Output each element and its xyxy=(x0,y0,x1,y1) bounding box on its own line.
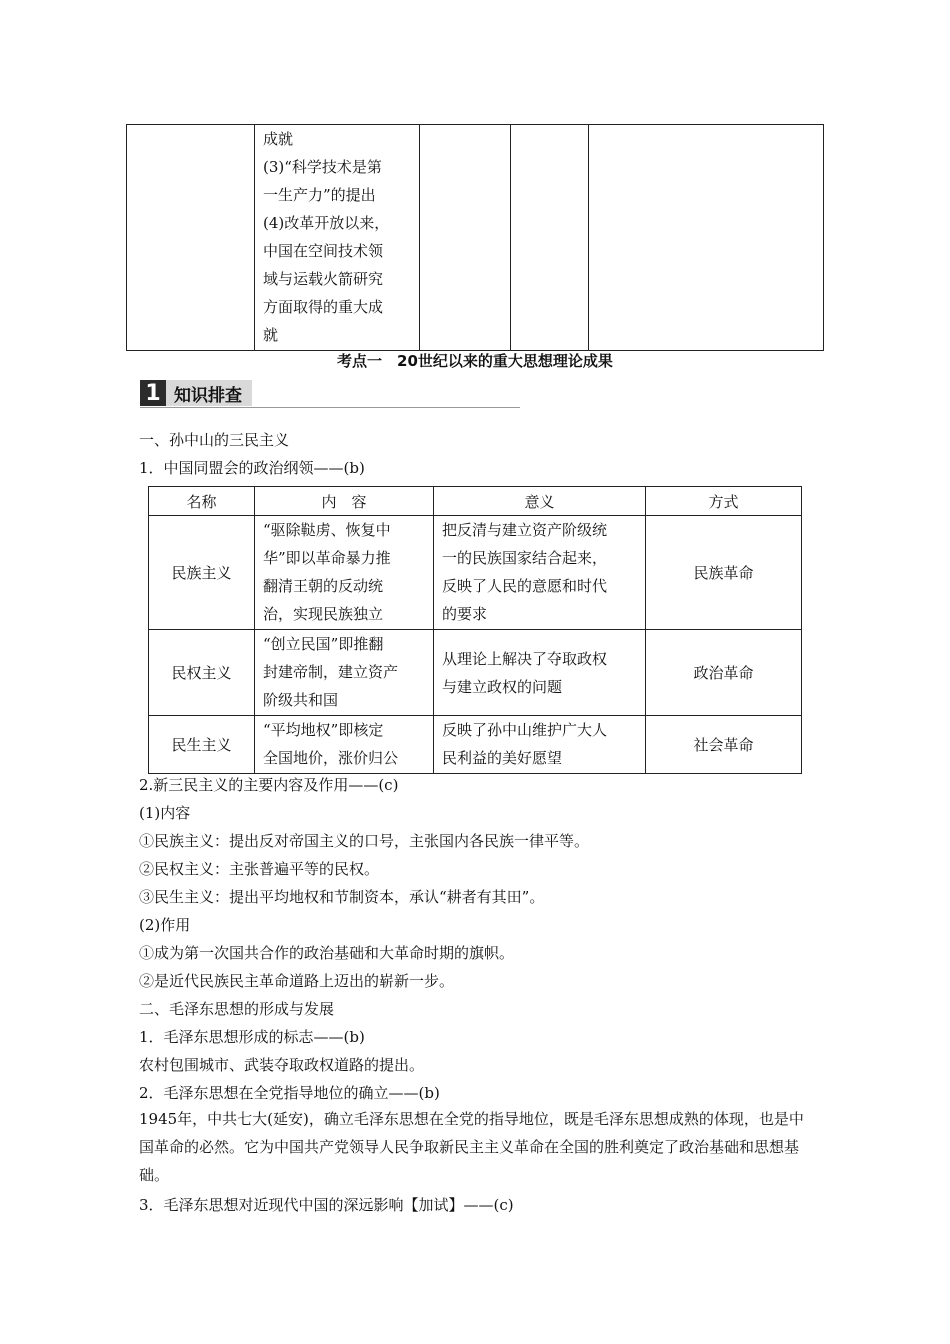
content-line: “驱除鞑虏、恢复中 xyxy=(263,521,391,539)
table-row xyxy=(149,716,802,774)
content-line: “创立民国”即推翻 xyxy=(263,635,384,653)
table-cell xyxy=(589,125,824,351)
row-content xyxy=(255,630,434,716)
row-method: 社会革命 xyxy=(646,716,802,774)
item2-point: ①民族主义：提出反对帝国主义的口号，主张国内各民族一律平等。 xyxy=(139,832,590,850)
item2-point: ②是近代民族民主革命道路上迈出的崭新一步。 xyxy=(139,972,455,990)
row-content xyxy=(255,516,434,630)
cell-line: 域与运载火箭研究 xyxy=(263,270,384,288)
meaning-line: 反映了人民的意愿和时代 xyxy=(442,577,608,595)
three-principles-table xyxy=(148,486,802,774)
p2-item3-title: 3．毛泽东思想对近现代中国的深远影响【加试】——(c) xyxy=(139,1196,514,1214)
cell-line: 成就 xyxy=(263,130,294,148)
table-cell xyxy=(127,125,255,351)
p2-item2-text: 1945年，中共七大(延安)，确立毛泽东思想在全党的指导地位，既是毛泽东思想成熟的体现，也是中国革命的必然。它为中国共产党领导人民争取新民主主义革命在全国的胜利奠定了政治基础和思想基础。 xyxy=(139,1110,804,1184)
meaning-line: 民利益的美好愿望 xyxy=(442,749,563,767)
row-meaning xyxy=(434,516,646,630)
item2-point: ②民权主义：主张普遍平等的民权。 xyxy=(139,860,380,878)
row-name: 民生主义 xyxy=(149,716,255,774)
meaning-line: 与建立政权的问题 xyxy=(442,677,563,696)
row-method: 民族革命 xyxy=(646,516,802,630)
row-meaning xyxy=(434,716,646,774)
item1-title: 1．中国同盟会的政治纲领——(b) xyxy=(139,459,365,477)
cell-line: (3)“科学技术是第 xyxy=(263,158,382,176)
badge-label: 知识排查 xyxy=(166,380,252,406)
row-name: 民权主义 xyxy=(149,630,255,716)
badge-number: 1 xyxy=(140,380,166,406)
table-cell xyxy=(511,125,589,351)
meaning-line: 一的民族国家结合起来， xyxy=(442,549,608,567)
column-header: 方式 xyxy=(646,487,802,516)
meaning-line: 把反清与建立资产阶级统 xyxy=(442,521,608,539)
item2-point: ③民生主义：提出平均地权和节制资本，承认“耕者有其田”。 xyxy=(139,888,545,906)
divider xyxy=(140,407,520,408)
part1-title: 一、孙中山的三民主义 xyxy=(139,431,290,449)
content-line: 全国地价，涨价归公 xyxy=(263,749,399,767)
section-badge xyxy=(140,380,252,406)
column-header: 名称 xyxy=(149,487,255,516)
item2-title: 2.新三民主义的主要内容及作用——(c) xyxy=(139,776,399,794)
continued-table xyxy=(126,124,824,351)
p2-item2-title: 2．毛泽东思想在全党指导地位的确立——(b) xyxy=(139,1084,440,1102)
item2-sub1: (1)内容 xyxy=(139,804,191,822)
table-cell xyxy=(255,125,420,351)
content-line: 封建帝制，建立资产 xyxy=(263,663,399,681)
section-heading: 考点一 20世纪以来的重大思想理论成果 xyxy=(337,352,613,370)
cell-line: 中国在空间技术领 xyxy=(263,242,384,260)
content-line: 阶级共和国 xyxy=(263,691,339,709)
column-header: 意义 xyxy=(434,487,646,516)
item2-point: ①成为第一次国共合作的政治基础和大革命时期的旗帜。 xyxy=(139,944,515,962)
p2-item1-text: 农村包围城市、武装夺取政权道路的提出。 xyxy=(139,1056,425,1074)
table-row xyxy=(149,516,802,630)
row-method: 政治革命 xyxy=(646,630,802,716)
meaning-line: 的要求 xyxy=(442,605,488,623)
row-name: 民族主义 xyxy=(149,516,255,630)
table-cell xyxy=(420,125,511,351)
content-line: 华”即以革命暴力推 xyxy=(263,549,391,567)
row-meaning xyxy=(434,630,646,716)
part2-title: 二、毛泽东思想的形成与发展 xyxy=(139,1000,335,1018)
p2-item1-title: 1．毛泽东思想形成的标志——(b) xyxy=(139,1028,365,1046)
item2-sub2: (2)作用 xyxy=(139,916,191,934)
cell-line: 一生产力”的提出 xyxy=(263,186,376,204)
meaning-line: 从理论上解决了夺取政权 xyxy=(442,649,608,668)
content-line: “平均地权”即核定 xyxy=(263,721,384,739)
content-line: 治，实现民族独立 xyxy=(263,605,384,623)
cell-line: (4)改革开放以来， xyxy=(263,214,390,232)
table-row xyxy=(149,630,802,716)
cell-line: 就 xyxy=(263,326,279,344)
cell-line: 方面取得的重大成 xyxy=(263,298,384,316)
meaning-line: 反映了孙中山维护广大人 xyxy=(442,721,608,739)
column-header: 内 容 xyxy=(255,487,434,516)
row-content xyxy=(255,716,434,774)
content-line: 翻清王朝的反动统 xyxy=(263,577,384,595)
